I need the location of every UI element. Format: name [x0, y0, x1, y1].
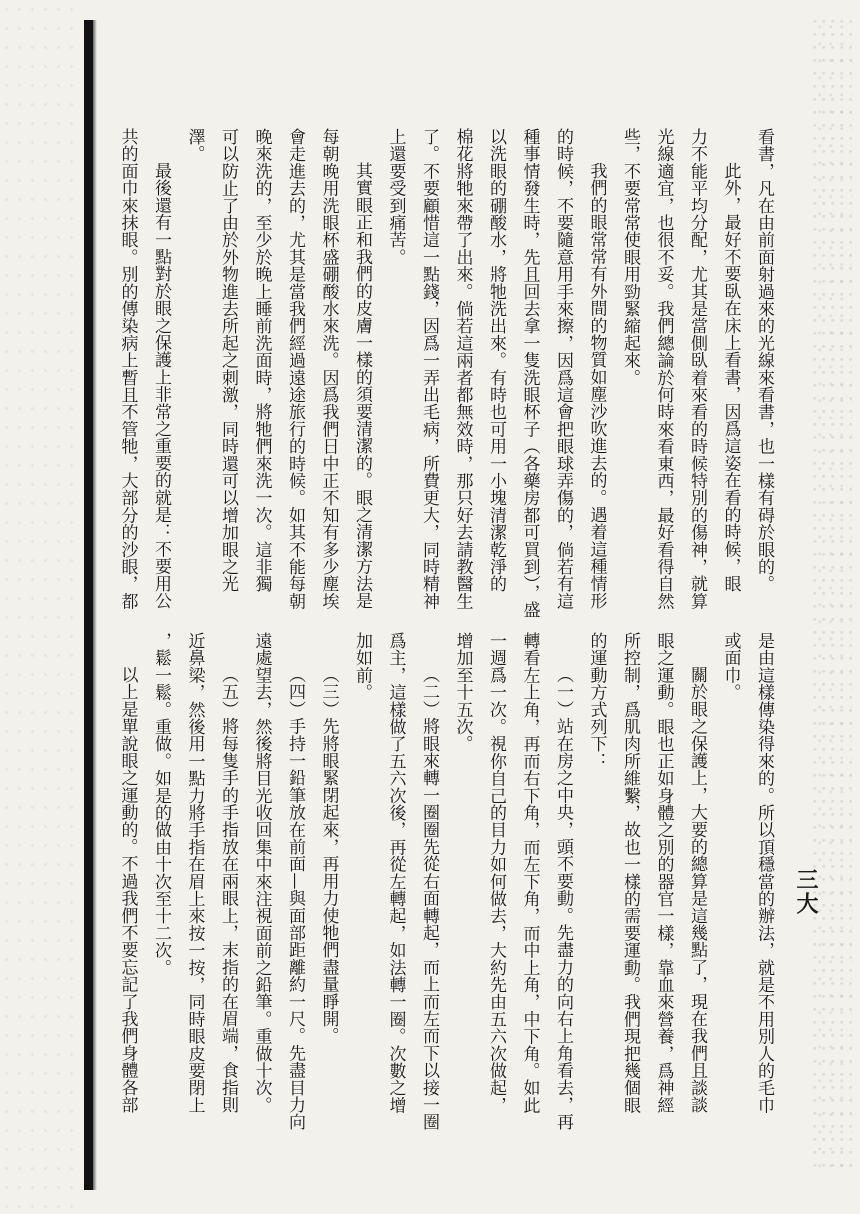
text-line: 上還要受到痛苦。 [385, 128, 406, 266]
text-line: 此外，最好不要臥在床上看書，因爲這姿在看的時候，眼 [720, 162, 741, 592]
text-line: 加如前。 [352, 632, 372, 701]
scan-noise-right [812, 20, 852, 1170]
text-line: 或面巾。 [720, 632, 741, 701]
text-line: （三）先將眼緊閉起來，再用力使牠們盡量睜開。 [318, 666, 339, 1045]
text-line: 最後還有一點對於眼之保護上非常之重要的就是：不要用公 [151, 162, 171, 610]
text-line: 些，不要常常使眼用勁緊縮起來。 [620, 128, 640, 386]
text-line: 光線適宜，也很不妥。我們總論於何時來看東西，最好看得自然 [653, 128, 674, 610]
text-block-bottom [117, 632, 780, 1152]
text-line: 看書，凡在由前面射過來的光線來看書，也一樣有碍於眼的。 [754, 128, 774, 593]
text-line: （四）手持一鉛筆放在前面—與面部距離約一尺。先盡目力向 [285, 666, 305, 1131]
text-line: 近鼻梁，然後用一點力將手指在眉上來按一按，同時眼皮要閉上 [184, 632, 205, 1114]
text-line: （二）將眼來轉一圈圈先從右面轉起，而上而左而下以接一圈 [419, 666, 439, 1131]
text-line: 力不能平均分配，尤其是當側臥着來看的時候特別的傷神，就算 [687, 128, 707, 610]
text-line: 轉看左上角，再而右下角，而左下角，而中上角，中下角。如此 [519, 632, 540, 1114]
text-line: 種事情發生時，先且回去拿一隻洗眼杯子（各藥房都可買到），盛 [519, 128, 540, 619]
spine-gradient [93, 20, 97, 1190]
text-line: 一週爲一次。視你自己的目力如何做去，大約先由五六次做起， [486, 632, 506, 1114]
text-line: 以洗眼的硼酸水，將牠洗出來。有時也可用一小塊清潔乾淨的 [486, 128, 506, 593]
scan-noise-left [0, 0, 80, 1214]
text-line: （五）將每隻手的手指放在兩眼上，末指的在眉端，食指則 [218, 666, 238, 1114]
text-line: 可以防止了由於外物進去所起之刺激，同時還可以增加眼之光 [218, 128, 238, 593]
text-line: 爲主，這樣做了五六次後，再從左轉起，如法轉一圈。次數之增 [385, 632, 406, 1114]
text-line: 了。不要顧惜這一點錢，因爲一弄出毛病，所費更大，同時精神 [419, 128, 439, 610]
text-line: 以上是單說眼之運動的。不過我們不要忘記了我們身體各部 [117, 666, 138, 1114]
text-line: 眼之運動。眼也正如身體之別的器官一樣，靠血來營養，爲神經 [653, 632, 674, 1114]
text-line: 關於眼之保護上，大要的總算是這幾點了，現在我們且談談 [687, 666, 707, 1114]
text-line: 的時候，不要隨意用手來擦，因爲這會把眼球弄傷的，倘若有這 [553, 128, 573, 610]
text-line: 會走進去的，尤其是當我們經過遠途旅行的時候。如其不能每朝 [285, 128, 305, 610]
text-line: ，鬆一鬆。重做。如是的做由十次至十二次。 [151, 632, 171, 976]
text-line: 所控制，爲肌肉所維繫，故也一樣的需要運動。我們現把幾個眼 [620, 632, 640, 1114]
text-line: 遠處望去，然後將目光收回集中來注視面前之鉛筆。重做十次。 [251, 632, 272, 1114]
text-line: 的運動方式列下： [586, 632, 607, 770]
text-line: 其實眼正和我們的皮膚一樣的須要清潔的。眼之清潔方法是 [352, 162, 372, 610]
text-line: 棉花將牠來帶了出來。倘若這兩者都無效時，那只好去請教醫生 [452, 128, 473, 610]
text-line: 每朝晚用洗眼杯盛硼酸水來洗。因爲我們日中正不知有多少塵埃 [318, 128, 339, 610]
text-line: 晚來洗的，至少於晚上睡前洗面時，將牠們來洗一次。這非獨 [251, 128, 272, 593]
text-line: （一）站在房之中央，頭不要動。先盡力的向右上角看去，再 [553, 666, 573, 1131]
text-line: 是由這樣傳染得來的。所以頂穩當的辦法，就是不用別人的毛巾 [754, 632, 774, 1114]
text-line: 增加至十五次。 [452, 632, 473, 753]
text-line: 我們的眼常常有外間的物質如塵沙吹進去的。遇着這種情形 [586, 162, 607, 610]
text-line: 共的面巾來抹眼。別的傳染病上暫且不管牠，大部分的沙眼，都 [117, 128, 138, 610]
text-line: 澤。 [184, 128, 205, 163]
book-spine-shadow [84, 20, 93, 1190]
page-number: 三大 [793, 868, 819, 916]
text-block-top [117, 128, 780, 623]
